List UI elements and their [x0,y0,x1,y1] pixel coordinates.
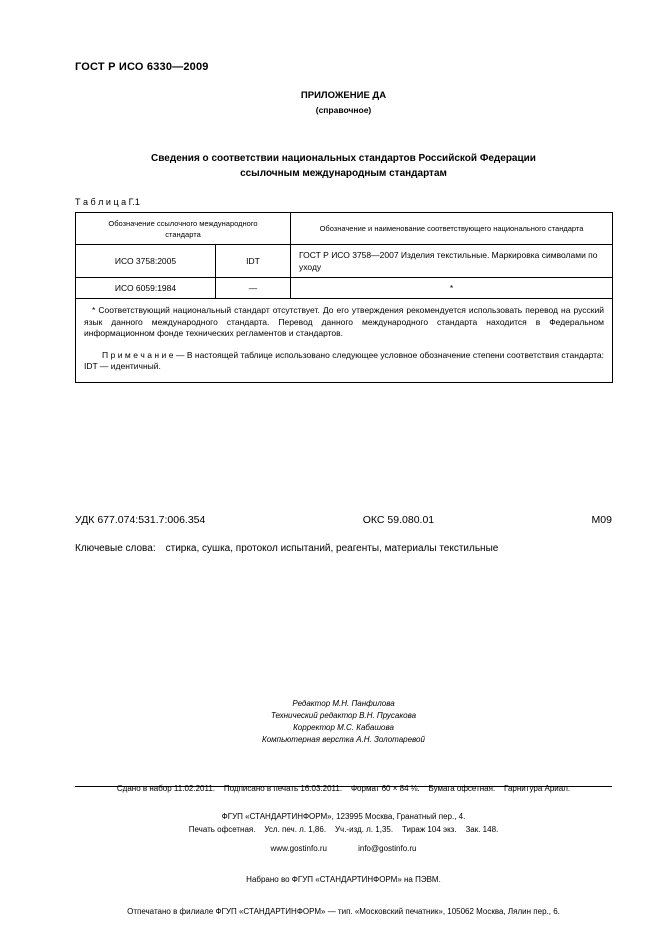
correspondence-table [75,212,613,383]
staff-credits [75,698,612,746]
oks-code: ОКС 59.080.01 [362,514,435,526]
appendix-header [75,90,612,115]
cell-correspondence-degree: IDT [216,245,291,278]
divider-line [75,786,612,787]
table-row [76,245,613,278]
imprint-line-2: Печать офсетная. Усл. печ. л. 1,86. Уч.-изд. л. 1,35. Тираж 104 экз. Зак. 148. [188,824,499,834]
table-header-row [76,213,613,245]
cell-national-standard: * [291,278,613,299]
table-footnote-row [76,299,613,383]
table-caption: Т а б л и ц а Г.1 [75,197,140,207]
section-heading [75,151,612,181]
column-header-international-standard: Обозначение ссылочного международного стандарта [76,213,291,245]
appendix-subtitle: (справочное) [315,105,372,115]
cell-national-standard: ГОСТ Р ИСО 3758—2007 Изделия текстильные. Маркировка символами по уходу [291,245,613,278]
appendix-title: ПРИЛОЖЕНИЕ ДА [300,90,387,101]
group-code: М09 [591,514,612,526]
keywords-text: стирка, сушка, протокол испытаний, реагенты, материалы текстильные [165,543,499,554]
section-heading-line1: Сведения о соответствии национальных стандартов Российской Федерации [151,153,536,164]
column-header-national-standard: Обозначение и наименование соответствующего национального стандарта [291,213,613,245]
staff-line-layout: Компьютерная верстка А.Н. Золотаревой [262,735,425,744]
standard-designation: ГОСТ Р ИСО 6330—2009 [75,61,209,73]
cell-correspondence-degree: — [216,278,291,299]
staff-line-proofreader: Корректор М.С. Кабашова [293,723,394,732]
publisher-printed-line: Отпечатано в филиале ФГУП «СТАНДАРТИНФОРМ» — тип. «Московский печатник», 105062 Москва, Лялин пер., 6. [127,906,560,916]
keywords-label: Ключевые слова: [75,543,156,554]
publisher-typeset-line: Набрано во ФГУП «СТАНДАРТИНФОРМ» на ПЭВМ. [246,875,441,884]
table-footnote-cell [76,299,613,383]
publisher-info [75,791,612,936]
staff-line-technical-editor: Технический редактор В.Н. Прусакова [270,711,417,720]
table-footnote: * Соответствующий национальный стандарт отсутствует. До его утверждения рекомендуется использовать перевод на русский язык данного международного стандарта. Перевод данного международного стандарта находится в Федеральном информационном фонде технических регламентов и стандартов. [84,305,605,338]
classification-codes [75,514,612,526]
imprint-line-1: Сдано в набор 11.02.2011. Подписано в печать 16.03.2011. Формат 60 × 84 ⅛. Бумага офсетная. Гарнитура Ариал. [116,784,571,793]
staff-line-editor: Редактор М.Н. Панфилова [292,699,395,708]
keywords-line [75,543,612,554]
section-heading-line2: ссылочным международным стандартам [240,168,447,179]
udk-code: УДК 677.074:531.7:006.354 [75,514,206,526]
table-note: П р и м е ч а н и е — В настоящей таблице использовано следующее условное обозначение степени соответствия стандарта: IDT — идентичный. [84,349,605,371]
publisher-contacts-line: www.gostinfo.ru info@gostinfo.ru [270,843,417,853]
table-row [76,278,613,299]
cell-international-standard: ИСО 6059:1984 [76,278,216,299]
cell-international-standard: ИСО 3758:2005 [76,245,216,278]
page-content [75,0,612,936]
publisher-address-line: ФГУП «СТАНДАРТИНФОРМ», 123995 Москва, Гранатный пер., 4. [221,812,466,821]
